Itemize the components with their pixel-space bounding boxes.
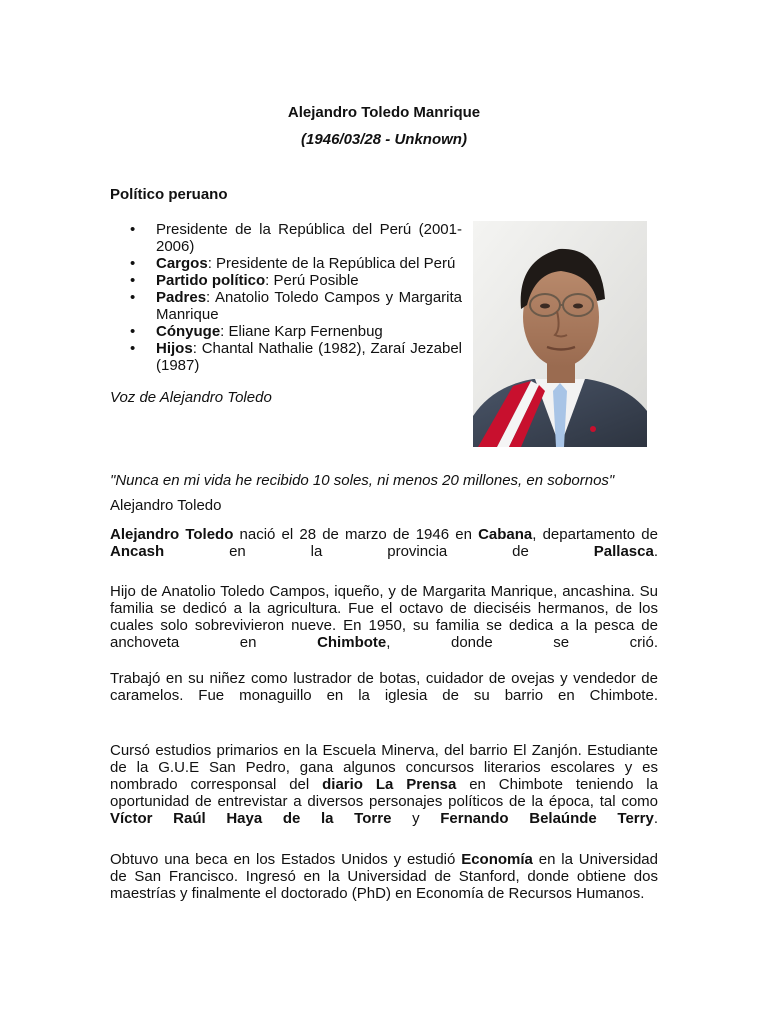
fact-text: : Presidente de la República del Perú xyxy=(207,255,456,272)
fact-item xyxy=(110,272,462,289)
paragraph-birth xyxy=(110,526,658,560)
fact-label: Cónyuge xyxy=(156,323,221,340)
text-span: , departamento de xyxy=(532,526,658,543)
bold-newspaper: diario La Prensa xyxy=(322,776,457,793)
fact-text: : Perú Posible xyxy=(265,272,359,289)
subtitle: Político peruano xyxy=(110,186,228,203)
bold-person: Víctor Raúl Haya de la Torre xyxy=(110,810,392,827)
bold-name: Alejandro Toledo xyxy=(110,526,234,543)
fact-label: Cargos xyxy=(156,255,208,272)
fact-item xyxy=(110,323,462,340)
bold-place: Chimbote xyxy=(317,634,387,651)
paragraph-education xyxy=(110,851,658,902)
bold-person: Fernando Belaúnde Terry xyxy=(440,810,654,827)
fact-text: : Chantal Nathalie (1982), Zaraí Jezabel (1987) xyxy=(156,340,462,374)
facts-list xyxy=(110,221,462,374)
fact-item xyxy=(110,289,462,323)
fact-item xyxy=(110,221,462,255)
fact-label: Padres xyxy=(156,289,207,306)
life-dates: (1946/03/28 - Unknown) xyxy=(301,131,467,148)
fact-label: Partido político xyxy=(156,272,266,289)
text-span: nació el 28 de marzo de 1946 en xyxy=(233,526,479,543)
text-span: Cursó estudios primarios en la Escuela Minerva, del barrio El Zanjón. Estudiante de la G.U.E San Pedro, gana algunos concursos literarios escolares y es nombrado corresponsal del xyxy=(110,742,658,793)
text-span: en la provincia de xyxy=(164,543,594,560)
fact-label: Hijos xyxy=(156,340,193,357)
voice-label: Voz de Alejandro Toledo xyxy=(110,389,272,406)
text-span: en Chimbote teniendo la oportunidad de entrevistar a diversos personajes políticos de la época, tal como xyxy=(110,776,658,810)
text-span: . xyxy=(653,810,658,827)
text-span: Obtuvo una beca en los Estados Unidos y estudió xyxy=(110,851,462,868)
quote-text: "Nunca en mi vida he recibido 10 soles, ni menos 20 millones, en sobornos" xyxy=(110,472,615,489)
quote-author: Alejandro Toledo xyxy=(110,497,222,514)
text-span: , donde se crió. xyxy=(386,634,659,651)
text-span: . xyxy=(653,543,658,560)
bold-place: Pallasca xyxy=(593,543,654,560)
bold-place: Ancash xyxy=(110,543,165,560)
bold-subject: Economía xyxy=(461,851,533,868)
fact-text: : Eliane Karp Fernenbug xyxy=(220,323,383,340)
bold-place: Cabana xyxy=(478,526,533,543)
text-span: en la Universidad de San Francisco. Ingresó en la Universidad de Stanford, donde obtiene dos maestrías y finalmente el doctorado (PhD) en Economía de Recursos Humanos. xyxy=(110,851,658,902)
text-span: Hijo de Anatolio Toledo Campos, iqueño, y de Margarita Manrique, ancashina. Su familia se dedicó a la agricultura. Fue el octavo de dieciséis hermanos, de los cuales solo sobrevivieron nueve. En 1950, su familia se dedica a la pesca de anchoveta en xyxy=(110,583,658,651)
portrait-photo xyxy=(473,221,647,447)
fact-item xyxy=(110,340,462,374)
text-span: y xyxy=(391,810,441,827)
paragraph-childhood: Trabajó en su niñez como lustrador de botas, cuidador de ovejas y vendedor de caramelos. Fue monaguillo en la iglesia de su barrio en Chimbote. xyxy=(110,670,658,704)
document-title: Alejandro Toledo Manrique xyxy=(287,104,481,121)
paragraph-family xyxy=(110,583,658,651)
fact-text: Presidente de la República del Perú (2001-2006) xyxy=(156,221,462,255)
paragraph-studies xyxy=(110,742,658,827)
fact-text: : Anatolio Toledo Campos y Margarita Manrique xyxy=(156,289,462,323)
fact-item xyxy=(110,255,462,272)
